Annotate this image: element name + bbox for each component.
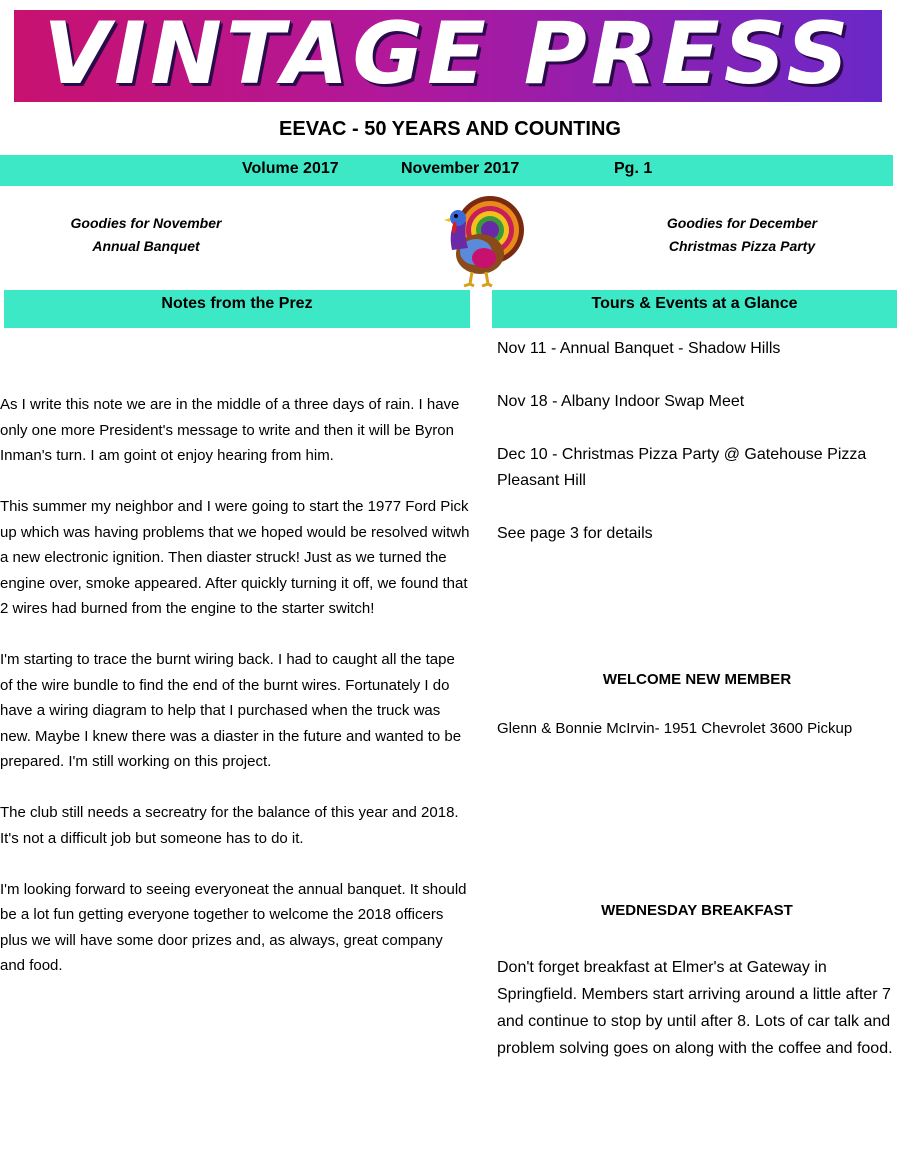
goodies-december-item: Christmas Pizza Party	[668, 238, 816, 254]
wednesday-breakfast-heading: WEDNESDAY BREAKFAST	[601, 902, 793, 919]
welcome-new-member-text: Glenn & Bonnie McIrvin- 1951 Chevrolet 3600 Pickup	[497, 720, 853, 737]
page-number: Pg. 1	[614, 160, 653, 177]
volume-label: Volume 2017	[242, 160, 339, 177]
event-item: Nov 18 - Albany Indoor Swap Meet	[497, 393, 745, 410]
welcome-new-member-heading: WELCOME NEW MEMBER	[602, 671, 792, 688]
issue-info-bar	[0, 155, 893, 186]
goodies-november	[16, 212, 276, 258]
tours-events-heading: Tours & Events at a Glance	[492, 290, 897, 328]
prez-paragraph: As I write this note we are in the middle of a three days of rain. I have only one more President's message to write and then it will be Byron Inman's turn. I am goint ot enjoy hearing from him.	[0, 396, 460, 464]
masthead-banner	[14, 10, 882, 102]
issue-date: November 2017	[401, 160, 520, 177]
wednesday-breakfast-text: Don't forget breakfast at Elmer's at Gateway in Springfield. Members start arriving around a little after 7 and continue to stop by until after 8. Lots of car talk and problem solving goes on along with the coffee and food.	[497, 959, 893, 1057]
prez-notes-body	[0, 392, 470, 1004]
prez-paragraph: This summer my neighbor and I were going to start the 1977 Ford Pick up which was having problems that we hoped would be resolved witwh a new electronic ignition. Then diaster struck! Just as we turned the engine over, smoke appeared. After quickly turning it off, we found that 2 wires had burned from the engine to the starter switch!	[0, 498, 470, 617]
masthead-title: VINTAGE PRESS	[43, 10, 853, 102]
prez-paragraph: The club still needs a secreatry for the balance of this year and 2018. It's not a difficult job but someone has to do it.	[0, 804, 459, 847]
event-item: Dec 10 - Christmas Pizza Party @ Gatehouse Pizza Pleasant Hill	[497, 446, 867, 489]
turkey-icon	[430, 192, 530, 287]
goodies-december	[612, 212, 872, 258]
goodies-december-title: Goodies for December	[666, 215, 818, 231]
goodies-november-item: Annual Banquet	[92, 238, 200, 254]
tagline: EEVAC - 50 YEARS AND COUNTING	[279, 118, 621, 140]
prez-paragraph: I'm starting to trace the burnt wiring back. I had to caught all the tape of the wire bundle to find the end of the burnt wires. Fortunately I do have a wiring diagram to help that I purchased when the truck was new. Maybe I knew there was a diaster in the future and wanted to be prepared. I'm still working on this project.	[0, 651, 462, 770]
event-note: See page 3 for details	[497, 525, 653, 542]
prez-paragraph: I'm looking forward to seeing everyoneat the annual banquet. It should be a lot fun getting everyone together to welcome the 2018 officers plus we will have some door prizes and, as always, great company and food.	[0, 880, 467, 974]
events-list	[497, 336, 897, 574]
event-item: Nov 11 - Annual Banquet - Shadow Hills	[497, 340, 781, 357]
notes-from-prez-heading: Notes from the Prez	[4, 290, 470, 328]
goodies-november-title: Goodies for November	[70, 215, 222, 231]
